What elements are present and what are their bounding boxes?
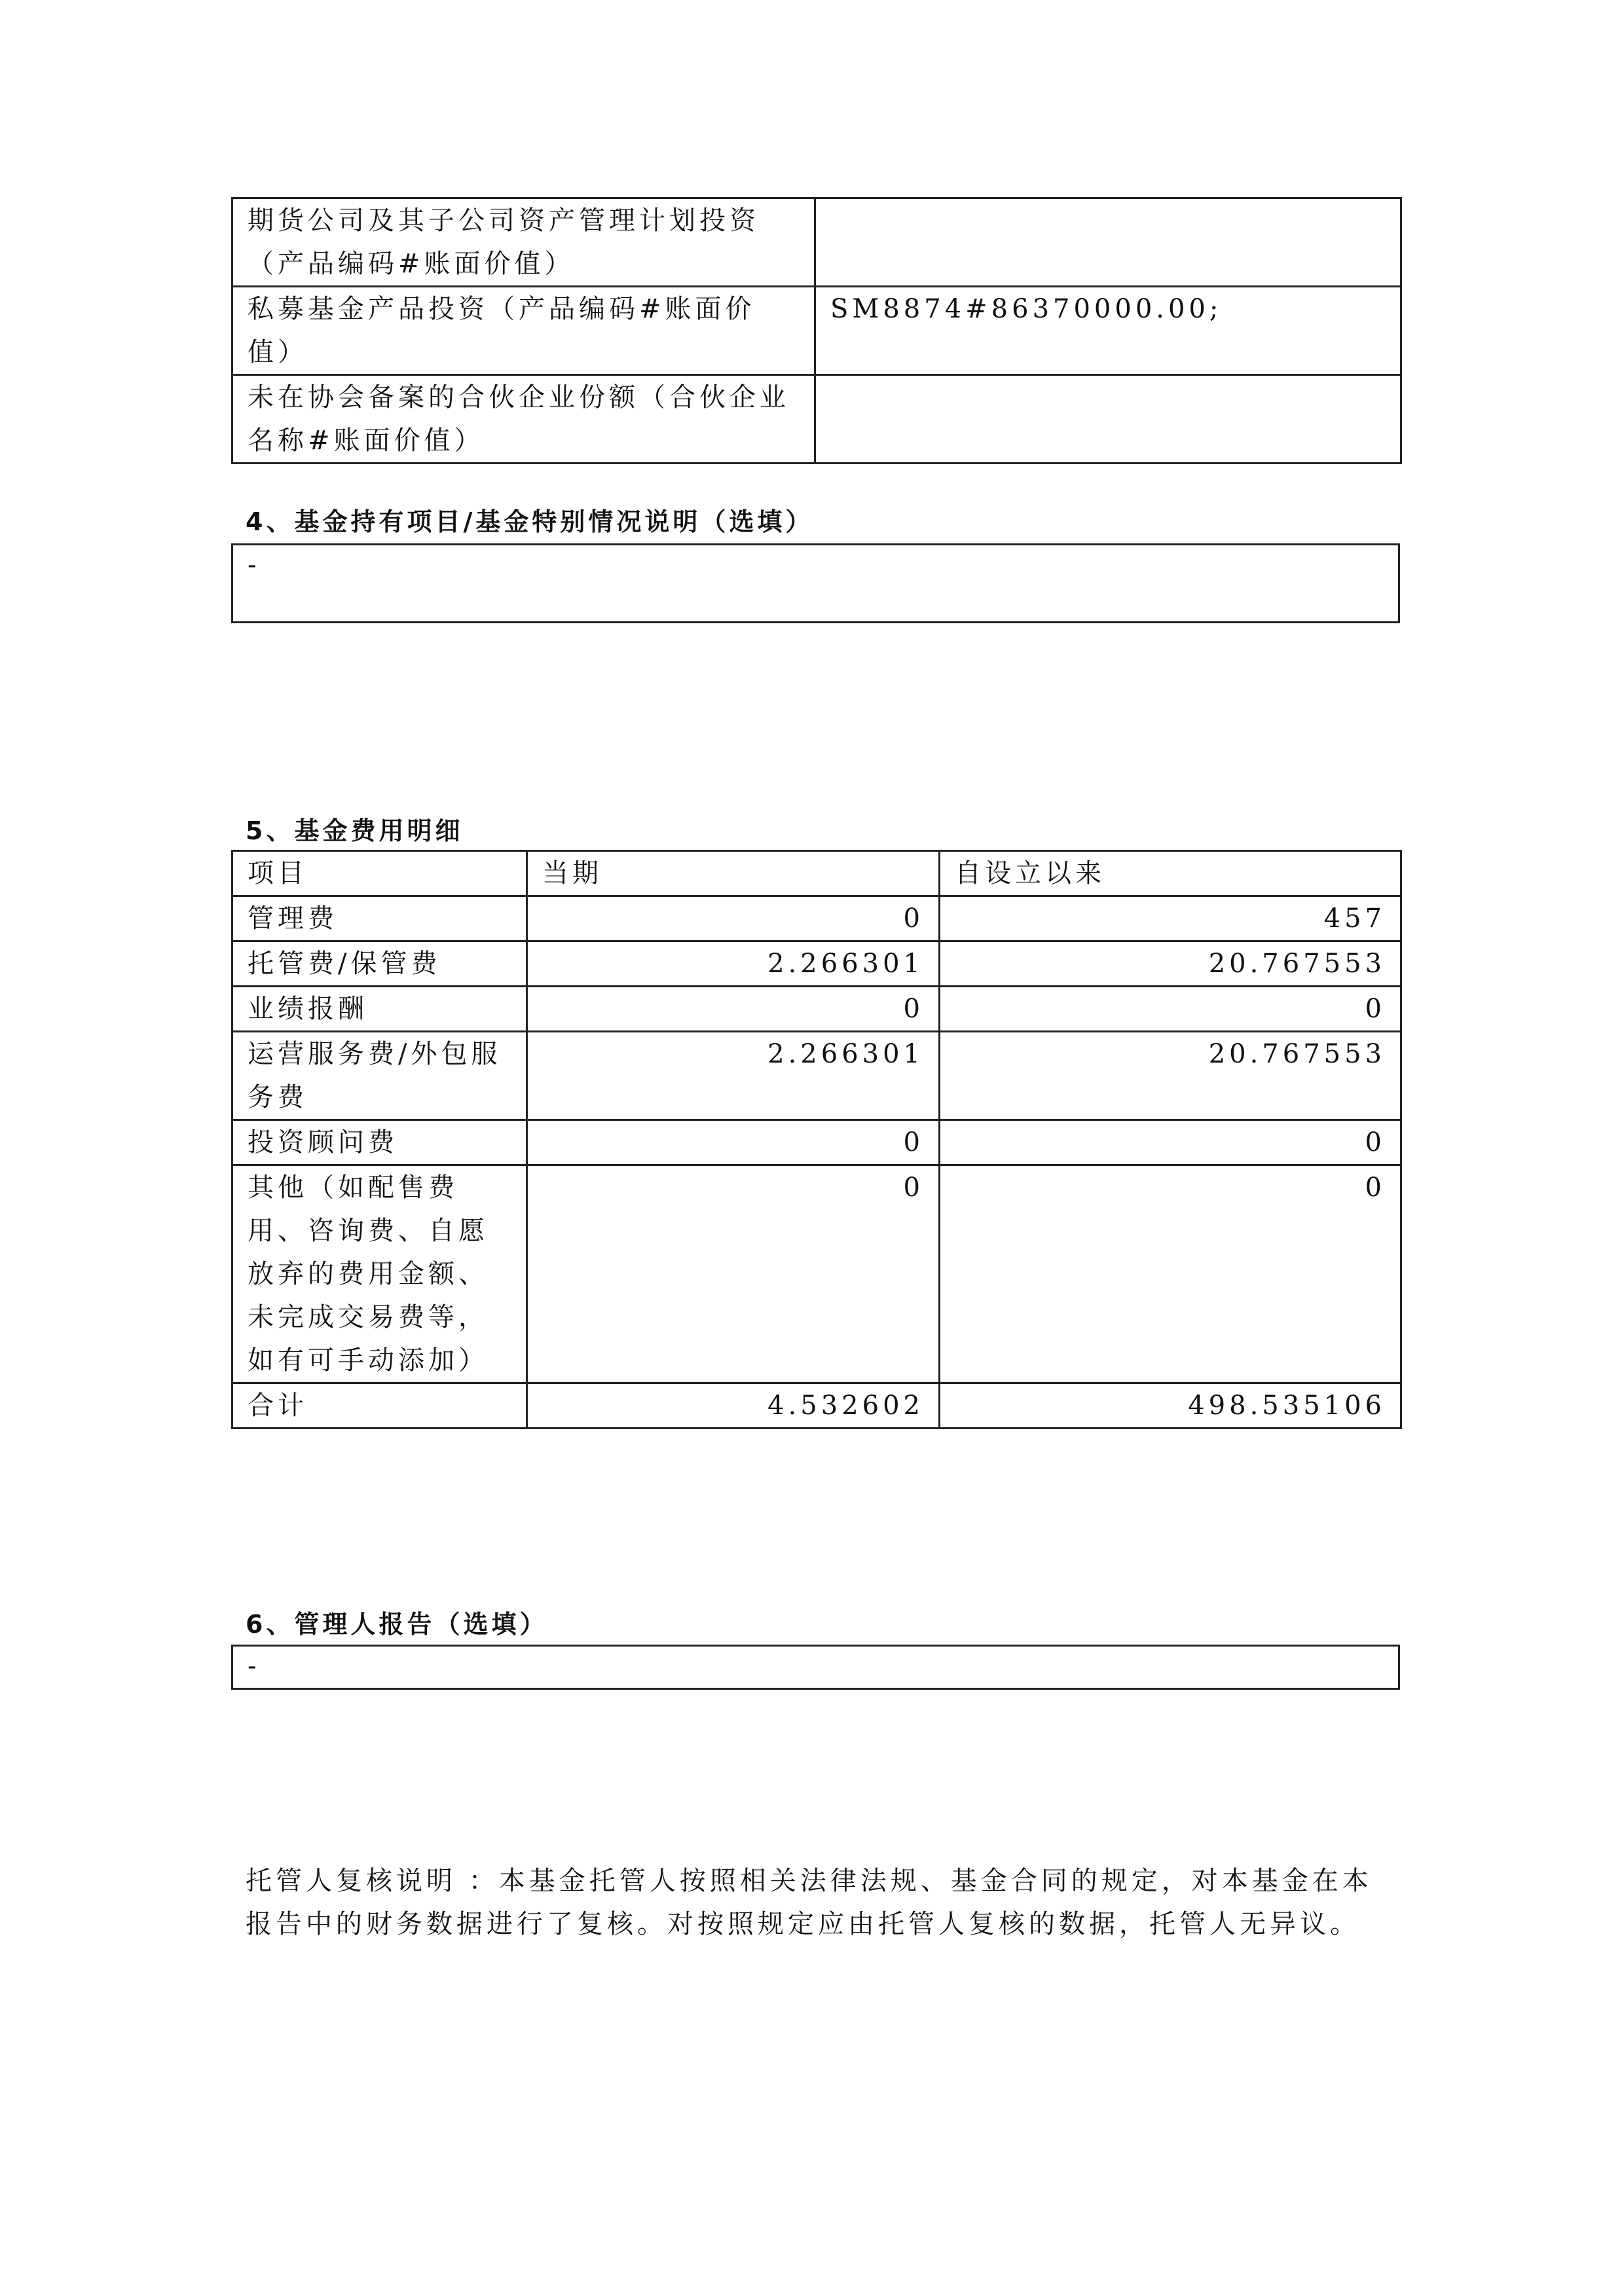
table-total-row <box>232 1383 1401 1429</box>
investment-value <box>815 375 1401 464</box>
fee-item: 托管费/保管费 <box>232 941 527 987</box>
section5-title: 5、基金费用明细 <box>246 816 464 845</box>
table-row <box>232 1120 1401 1165</box>
table-row <box>232 1032 1401 1120</box>
fee-since: 0 <box>940 1120 1401 1165</box>
fee-item: 投资顾问费 <box>232 1120 527 1165</box>
header-current: 当期 <box>527 851 940 896</box>
fee-since: 20.767553 <box>940 1032 1401 1120</box>
fee-item: 合计 <box>232 1383 527 1429</box>
table-row <box>232 987 1401 1032</box>
fee-since: 498.535106 <box>940 1383 1401 1429</box>
section4-content: - <box>248 550 257 580</box>
fee-current: 0 <box>527 987 940 1032</box>
section6-content-box <box>231 1645 1400 1690</box>
investment-value <box>815 198 1401 287</box>
section6-title: 6、管理人报告（选填） <box>246 1610 548 1639</box>
fee-since: 20.767553 <box>940 941 1401 987</box>
investment-label: 期货公司及其子公司资产管理计划投资（产品编码#账面价值） <box>232 198 815 287</box>
fee-current: 0 <box>527 1120 940 1165</box>
investment-label: 私募基金产品投资（产品编码#账面价值） <box>232 287 815 375</box>
table-row <box>232 287 1401 375</box>
header-since: 自设立以来 <box>940 851 1401 896</box>
fee-current: 0 <box>527 1165 940 1383</box>
fee-current: 2.266301 <box>527 1032 940 1120</box>
fee-item: 运营服务费/外包服务费 <box>232 1032 527 1120</box>
investments-table <box>231 197 1402 464</box>
fee-item: 管理费 <box>232 896 527 941</box>
fee-since: 0 <box>940 1165 1401 1383</box>
table-row <box>232 1165 1401 1383</box>
table-row <box>232 896 1401 941</box>
section4-content-box <box>231 543 1400 623</box>
investment-value: SM8874#86370000.00; <box>815 287 1401 375</box>
fee-current: 2.266301 <box>527 941 940 987</box>
section4-title: 4、基金持有项目/基金特别情况说明（选填） <box>246 507 814 536</box>
fee-table <box>231 850 1402 1429</box>
header-item: 项目 <box>232 851 527 896</box>
investment-label: 未在协会备案的合伙企业份额（合伙企业名称#账面价值） <box>232 375 815 464</box>
fee-item: 其他（如配售费用、咨询费、自愿放弃的费用金额、未完成交易费等，如有可手动添加） <box>232 1165 527 1383</box>
table-header-row <box>232 851 1401 896</box>
custodian-review-note: 托管人复核说明 ：本基金托管人按照相关法律法规、基金合同的规定，对本基金在本报告中的财务数据进行了复核。对按照规定应由托管人复核的数据，托管人无异议。 <box>246 1866 1373 1939</box>
fee-since: 0 <box>940 987 1401 1032</box>
fee-current: 4.532602 <box>527 1383 940 1429</box>
fee-item: 业绩报酬 <box>232 987 527 1032</box>
fee-since: 457 <box>940 896 1401 941</box>
table-row <box>232 941 1401 987</box>
table-row <box>232 375 1401 464</box>
table-row <box>232 198 1401 287</box>
fee-current: 0 <box>527 896 940 941</box>
section6-content: - <box>248 1651 257 1681</box>
